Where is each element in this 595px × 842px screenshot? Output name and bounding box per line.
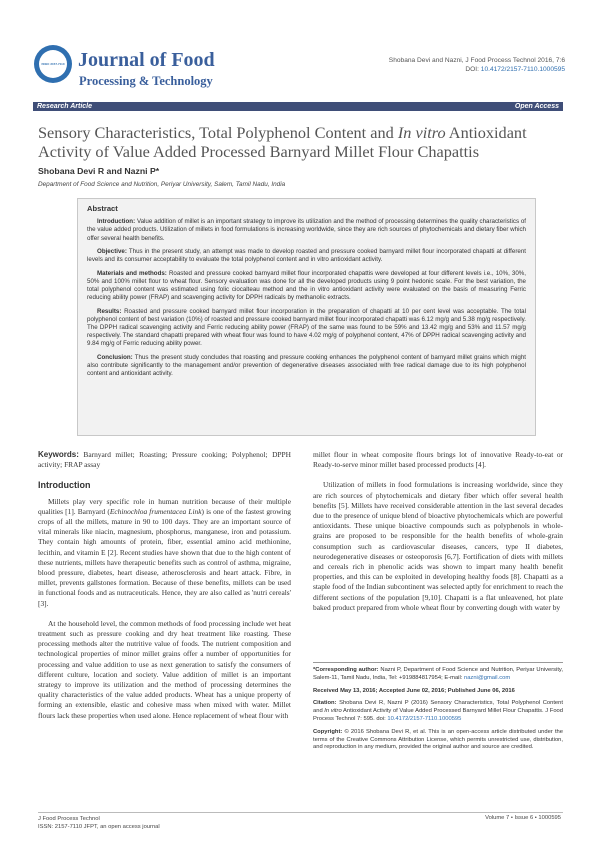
citation-block	[313, 700, 563, 723]
dates-text: Received May 13, 2016; Accepted June 02, 2016; Published June 06, 2016	[313, 687, 515, 694]
right-paragraph-0: millet flour in wheat composite flours brings lot of innovative Ready-to-eat or Ready-to-serve minor millet based processed products [4].	[313, 450, 563, 470]
intro-paragraph-2: At the household level, the common methods of food processing include wet heat treatment such as pressure cooking and dry heat treatment like roasting. These processing methods alter the nutritive value of foods. The nutrient composition and technological properties of minor millet grains offer a number of opportunities for processing and value addition to use as next generation to satisfy the consumers of different culture, location and society. Value addition of millet is an important strategy to improve its utilization and the method of processing determines the quality characteristics of the value added products. Wheat has a unique property of forming an extensible, elastic and cohesive mass when mixed with water. Millet flours lack these properties when used alone. Hence replacement of wheat flour with	[38, 618, 291, 720]
cit-doi-link[interactable]: 10.4172/2157-7110.1000595	[387, 715, 462, 722]
doi-prefix: DOI:	[465, 66, 481, 73]
keywords-label: Keywords:	[38, 450, 79, 459]
conclusion-text: Thus the present study concludes that roasting and pressure cooking enhances the polyphenol content of barnyard millet grains which might also contribute significantly to the management and/or prevention of degenerative diseases associated with free radical damage due to its high polyphenol content and antioxidant activity.	[87, 353, 526, 378]
journal-logo	[34, 45, 72, 83]
p1-part-b: ) is one of the fastest growing crops of all the millets, mature in 90 to 100 days. They are an important source of vital minerals like niacin, magnesium, phosphorus, manganese, iron and potassium. They contain high amounts of protein, fiber, essential amino acid methionine, lecithin, and vitamin E [2]. Recent studies have shown that due to the high content of these nutrients, millets have therapeutic benefits such as control of asthma, migraine, blood pressure, diabetes, heart disease, atherosclerosis and heart attack. Fibre, in millet, prevents gallstones formation. Because of these benefits, millets can be used in functional foods and as nutraceuticals. Hence, they are also called as 'nutri cereals' [3].	[38, 506, 291, 608]
article-title	[38, 123, 563, 161]
abstract-results	[87, 308, 526, 349]
footer-issn: ISSN: 2157-7110 JFPT, an open access journal	[38, 824, 160, 830]
footer-left	[38, 815, 160, 831]
methods-text: Roasted and pressure cooked barnyard millet flour incorporated chapattis were developed at four different levels i.e., 10%, 30%, 50% and 100% millet flour to wheat flour. Sensory evaluation was done for all the developed products using 9 point hedonic scale. For the best variation, the total polyphenol content was estimated using folic ciocalteau method and the in vitro antioxidant activity were evaluated on the basis of measuring Ferric reducing ability power (FRAP) and scavenging activity for DPPH radicals by methanolic extracts.	[87, 269, 526, 302]
right-paragraph-1: Utilization of millets in food formulations is increasing worldwide, since they are rich sources of phytochemicals and dietary fiber which offer several health benefits [5]. Millets have received considerable attention in the last several decades due to the presence of unique blend of bioactive phytochemicals which are powerful antioxidants. These unique bioactive compounds such as polyphenols in whole-grains are proposed to be responsible for the health benefits of whole-grain consumption such as cardiovascular diseases, cancers, type II diabetes, neurodegenerative diseases or osteoporosis [6,7]. Fortification of diets with millets and cereals rich in phenolic acids was shown to impart many health benefit properties, and this can be exploited in developing healthy foods [8]. Chapatti as a staple food of the Indian subcontinent was selected aptly for enrichment to reach the different sections of the population [9,10]. Chapatti is a flat unleavened, hot plate baked product prepared from whole wheat flour by converting dough with water by	[313, 480, 563, 612]
title-italic: In vitro	[397, 123, 446, 142]
header-citation	[365, 56, 565, 74]
copyright-block	[313, 729, 563, 752]
email-link[interactable]: nazni@gmail.com	[463, 674, 511, 681]
footer-divider	[38, 812, 563, 813]
intro-text: Value addition of millet is an important strategy to improve its utilization and the method of processing determines the quality characteristics of the value added products. Utilization of millets in food formulations is increasing worldwide, since they are rich sources of phytochemicals and dietary fiber which offer several health benefits.	[87, 218, 526, 242]
methods-label: Materials and methods:	[97, 269, 167, 277]
objective-label: Objective:	[97, 248, 127, 255]
results-label: Results:	[97, 307, 122, 315]
abstract-heading: Abstract	[87, 204, 118, 213]
conclusion-label: Conclusion:	[97, 353, 133, 361]
objective-text: Thus in the present study, an attempt was made to develop roasted and pressure cooked barnyard millet flour incorporated chapatti at different levels and its consumer acceptability to evaluate the total polyphenol content and in vitro antioxidant activity.	[87, 248, 526, 264]
footnote-block	[313, 662, 563, 757]
title-part-a: Sensory Characteristics, Total Polyphenol Content and	[38, 123, 398, 142]
cit-part-a: Shobana Devi R, Nazni P (2016) Sensory Characteristics, Total Polyphenol Content and	[313, 700, 563, 715]
right-column	[313, 450, 563, 613]
journal-subtitle: Processing & Technology	[79, 74, 213, 88]
footer-journal: J Food Process Technol	[38, 816, 100, 822]
doi-line	[365, 65, 565, 74]
footer-volume: Volume 7 • Issue 6 • 1000595	[485, 815, 561, 821]
abstract-methods	[87, 270, 526, 303]
p1-part-a: Millets play very specific role in human nutrition because of their multiple qualities [1]. Barnyard (	[38, 496, 291, 516]
copy-text: © 2016 Shobana Devi R, et al. This is an open-access article distributed under the terms of the Creative Commons Attribution License, which permits unrestricted use, distribution, and reproduction in any medium, provided the original author and source are credited.	[313, 728, 563, 751]
logo-seal	[39, 50, 67, 78]
abstract-conclusion	[87, 354, 526, 379]
journal-name: Journal of Food	[78, 49, 215, 71]
cit-part-b: Antioxidant Activity of Value Added Processed Barnyard Millet Flour Chapattis. J Food Process Technol 7: 595. doi:	[313, 708, 563, 722]
article-type: Research Article	[37, 103, 92, 110]
corresponding-author	[313, 667, 563, 683]
p1-species: Echinochloa frumentacea Link	[109, 506, 202, 516]
abstract-objective	[87, 248, 526, 264]
citation-text: Shobana Devi and Nazni, J Food Process Technol 2016, 7:6	[388, 57, 565, 64]
logo-text: ISSN: 2157-7110	[41, 62, 65, 66]
results-text: Roasted and pressure cooked barnyard millet flour incorporation in the preparation of chapatti at 10 per cent level was acceptable. The total polyphenol content of best variation (10%) of roasted and pressure cooked barnyard millet flour incorporated chapatti was 6.12 mg/g and 5.38 mg/g respectively. The DPPH radical scavenging activity and Ferric reducing ability power (FRAP) of the same was found to be 59% and 13.42 mg/g and 53% and 11.57 mg/g respectively. The standard chapatti prepared with wheat flour was found to have 4.02 mg/g of polyphenol content, 47% of DPPH radical scavenging activity and 9.84 mg/g of Ferric reducing ability power.	[87, 307, 526, 348]
intro-label: Introduction:	[97, 218, 136, 226]
corr-text: Nazni P, Department of Food Science and Nutrition, Periyar University, Salem-11, Tamil Nadu, India, Tel: +919884817954; E-mail:	[313, 667, 564, 681]
keywords	[38, 450, 291, 470]
cit-italic: In vitro	[324, 708, 342, 715]
dates-line	[313, 688, 563, 696]
affiliation: Department of Food Science and Nutrition, Periyar University, Salem, Tamil Nadu, India	[38, 181, 286, 188]
abstract-introduction	[87, 218, 526, 243]
keywords-text: Barnyard millet; Roasting; Pressure cooking; Polyphenol; DPPH activity; FRAP assay	[38, 450, 291, 470]
title-part-b: Antioxidant Activity of Value Added Processed Barnyard Millet Flour Chapattis	[38, 123, 527, 161]
copy-label: Copyright:	[313, 728, 343, 735]
authors: Shobana Devi R and Nazni P*	[38, 166, 160, 176]
article-type-bar	[33, 102, 563, 111]
introduction-heading: Introduction	[38, 480, 91, 491]
abstract-box	[77, 198, 536, 436]
cit-label: Citation:	[313, 700, 337, 707]
intro-paragraph-1	[38, 497, 291, 609]
doi-link[interactable]: 10.4172/2157-7110.1000595	[480, 66, 565, 73]
corr-label: *Corresponding author:	[313, 667, 379, 673]
left-column	[38, 450, 291, 721]
open-access-label: Open Access	[514, 103, 559, 110]
